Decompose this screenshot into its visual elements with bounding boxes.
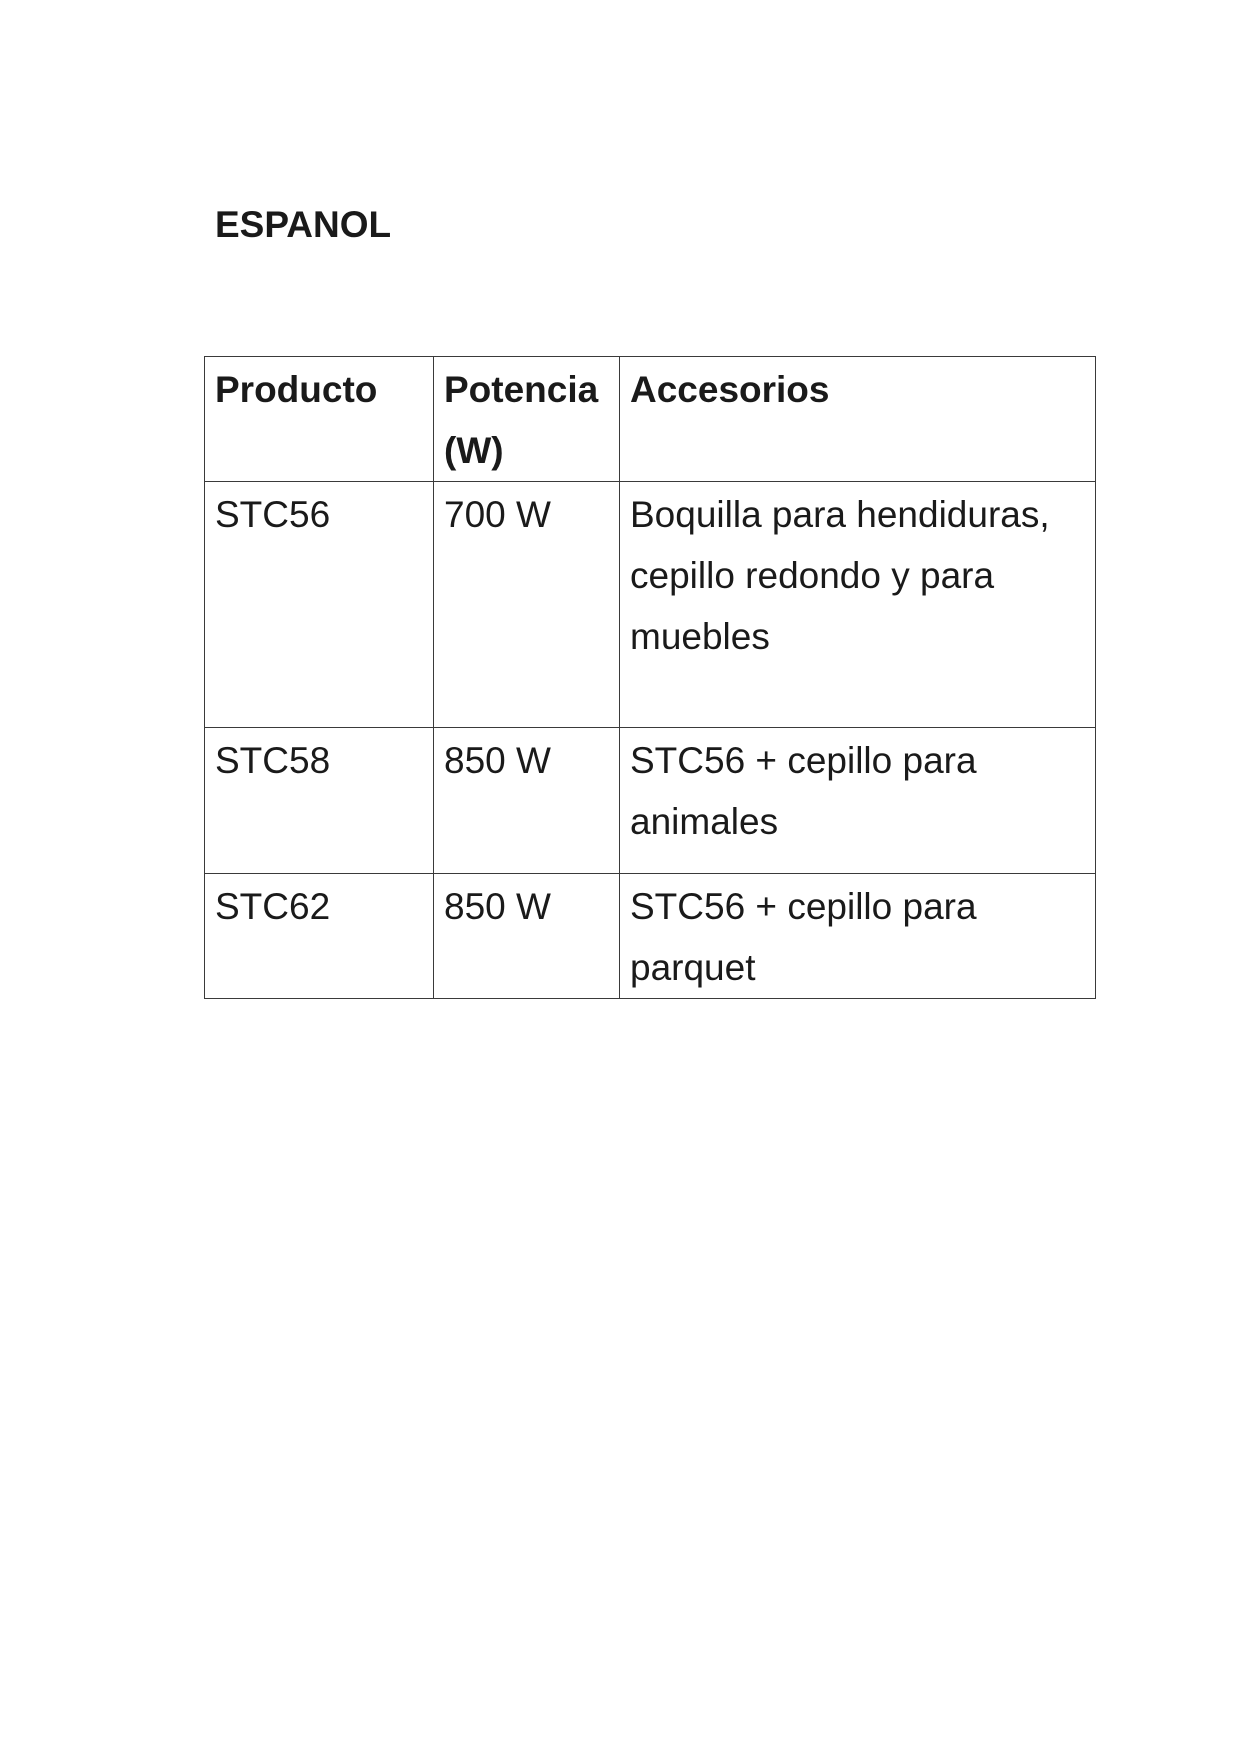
cell-power: 850 W <box>434 874 620 999</box>
document-heading: ESPANOL <box>215 204 392 245</box>
header-power: Potencia (W) <box>434 357 620 482</box>
header-product: Producto <box>205 357 434 482</box>
cell-accessories: STC56 + cepillo para animales <box>620 728 1096 874</box>
table-header-row <box>205 357 1096 482</box>
table-row <box>205 728 1096 874</box>
table-row <box>205 482 1096 728</box>
cell-accessories: STC56 + cepillo para parquet <box>620 874 1096 999</box>
cell-product: STC62 <box>205 874 434 999</box>
cell-power: 700 W <box>434 482 620 728</box>
cell-product: STC56 <box>205 482 434 728</box>
cell-power: 850 W <box>434 728 620 874</box>
table-row <box>205 874 1096 999</box>
cell-product: STC58 <box>205 728 434 874</box>
cell-accessories: Boquilla para hendiduras, cepillo redondo y para muebles <box>620 482 1096 728</box>
product-spec-table <box>204 356 1096 999</box>
header-accessories: Accesorios <box>620 357 1096 482</box>
